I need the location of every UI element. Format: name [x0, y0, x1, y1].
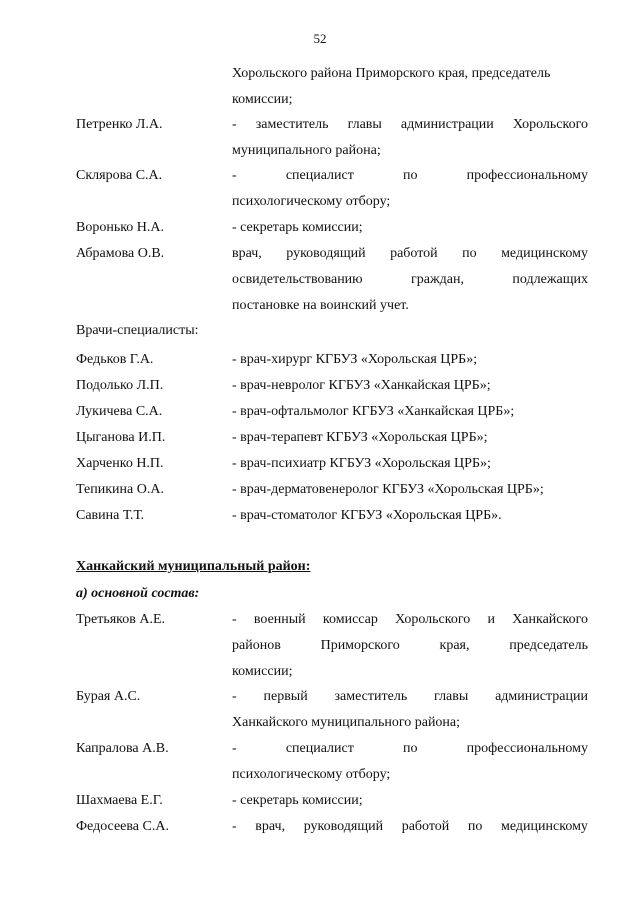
member-name: Бурая А.С.	[76, 689, 141, 704]
member-role-line: комиссии;	[232, 664, 293, 679]
specialist-name: Цыганова И.П.	[76, 430, 166, 445]
member-name: Склярова С.А.	[76, 168, 163, 183]
word: -	[232, 612, 237, 627]
member-role-line: психологическому отбору;	[232, 767, 391, 782]
word: заместитель	[255, 117, 329, 132]
page-number: 52	[313, 31, 327, 46]
member-name: Воронько Н.А.	[76, 220, 165, 235]
section-subheading: а) основной состав:	[76, 586, 200, 601]
specialist-role: - врач-терапевт КГБУЗ «Хорольская ЦРБ»;	[232, 430, 488, 445]
word: главы	[434, 689, 469, 704]
word: заместитель	[334, 689, 408, 704]
member-role-line	[232, 246, 588, 262]
word: медицинскому	[501, 246, 588, 261]
specialists-label: Врачи-специалисты:	[76, 323, 199, 338]
word: врач,	[255, 819, 286, 834]
word: врач,	[232, 246, 262, 261]
specialist-role: - врач-невролог КГБУЗ «Ханкайская ЦРБ»;	[232, 378, 491, 393]
specialist-name: Тепикина О.А.	[76, 482, 164, 497]
member-role-line	[232, 168, 588, 184]
word: администрации	[400, 117, 494, 132]
member-role-line	[232, 638, 588, 654]
word: -	[232, 689, 237, 704]
member-name: Шахмаева Е.Г.	[76, 793, 163, 808]
member-role-line	[232, 689, 588, 705]
member-role-line	[232, 272, 588, 288]
word: -	[232, 741, 237, 756]
specialist-name: Подолько Л.П.	[76, 378, 164, 393]
word: районов	[232, 638, 281, 653]
specialist-role: - врач-хирург КГБУЗ «Хорольская ЦРБ»;	[232, 352, 478, 367]
member-role-line	[232, 612, 588, 628]
member-name: Петренко Л.А.	[76, 117, 163, 132]
member-name: Третьяков А.Е.	[76, 612, 166, 627]
word: по	[403, 741, 418, 756]
member-role-line	[232, 819, 588, 835]
member-role-line: постановке на воинский учет.	[232, 298, 409, 313]
word: -	[232, 168, 237, 183]
member-name: Абрамова О.В.	[76, 246, 165, 261]
word: руководящий	[303, 819, 384, 834]
specialist-role: - врач-дерматовенеролог КГБУЗ «Хорольская ЦРБ»;	[232, 482, 544, 497]
word: профессиональному	[466, 741, 588, 756]
member-role-line: Ханкайского муниципального района;	[232, 715, 461, 730]
section-heading: Ханкайский муниципальный район:	[76, 559, 311, 574]
word: администрации	[495, 689, 588, 704]
word: освидетельствованию	[232, 272, 363, 287]
member-role-line: муниципального района;	[232, 143, 381, 158]
word: военный	[253, 612, 306, 627]
member-role-line: психологическому отбору;	[232, 194, 391, 209]
word: по	[462, 246, 477, 261]
word: специалист	[285, 168, 354, 183]
word: граждан,	[411, 272, 465, 287]
specialist-name: Савина Т.Т.	[76, 508, 145, 523]
word: -	[232, 117, 237, 132]
word: Хорольского	[395, 612, 471, 627]
word: по	[403, 168, 418, 183]
word: комиссар	[322, 612, 378, 627]
word: Приморского	[320, 638, 400, 653]
role-continuation: Хорольского района Приморского края, председатель	[232, 66, 551, 81]
word: Хорольского	[512, 117, 588, 132]
word: подлежащих	[512, 272, 588, 287]
word: работой	[390, 246, 438, 261]
specialist-name: Харченко Н.П.	[76, 456, 164, 471]
role-continuation: комиссии;	[232, 92, 293, 107]
word: -	[232, 819, 237, 834]
specialist-name: Лукичева С.А.	[76, 404, 163, 419]
word: главы	[347, 117, 382, 132]
member-role-line: - секретарь комиссии;	[232, 220, 363, 235]
word: края,	[439, 638, 470, 653]
member-role-line: - секретарь комиссии;	[232, 793, 363, 808]
word: специалист	[285, 741, 354, 756]
member-name: Капралова А.В.	[76, 741, 169, 756]
word: работой	[401, 819, 450, 834]
member-name: Федосеева С.А.	[76, 819, 169, 834]
specialist-name: Федьков Г.А.	[76, 352, 154, 367]
specialist-role: - врач-психиатр КГБУЗ «Хорольская ЦРБ»;	[232, 456, 491, 471]
specialist-role: - врач-офтальмолог КГБУЗ «Ханкайская ЦРБ»;	[232, 404, 515, 419]
word: и	[487, 612, 495, 627]
word: профессиональному	[466, 168, 588, 183]
word: медицинскому	[501, 819, 588, 834]
word: руководящий	[286, 246, 366, 261]
member-role-line	[232, 741, 588, 757]
word: первый	[263, 689, 308, 704]
specialist-role: - врач-стоматолог КГБУЗ «Хорольская ЦРБ».	[232, 508, 502, 523]
word: по	[467, 819, 483, 834]
word: Ханкайского	[512, 612, 588, 627]
member-role-line	[232, 117, 588, 133]
word: председатель	[509, 638, 588, 653]
